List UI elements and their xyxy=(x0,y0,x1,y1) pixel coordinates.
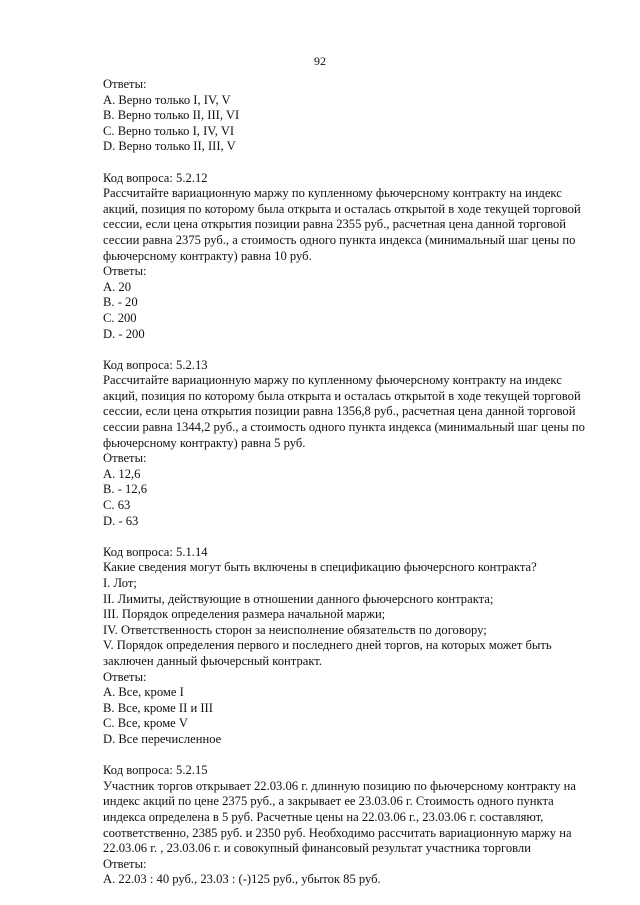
answers-label: Ответы: xyxy=(103,264,147,279)
top-answers-block xyxy=(103,77,533,155)
question-text-line: Рассчитайте вариационную маржу по купленному фьючерсному контракту на индекс xyxy=(103,373,562,388)
answers-label: Ответы: xyxy=(103,856,147,871)
answer-option: B. Верно только II, III, VI xyxy=(103,108,240,123)
question-text-line: Какие сведения могут быть включены в спецификацию фьючерсного контракта? xyxy=(103,560,537,575)
answers-label: Ответы: xyxy=(103,77,147,91)
question-5-2-15 xyxy=(103,763,576,888)
question-text-line: сессии равна 2375 руб., а стоимость одного пункта индекса (минимальный шаг цены по xyxy=(103,232,576,247)
question-code: Код вопроса: 5.2.12 xyxy=(103,170,208,185)
page-number: 92 xyxy=(314,54,326,68)
answer-option: A. Все, кроме I xyxy=(103,685,184,700)
answer-option: C. 63 xyxy=(103,498,131,513)
answer-option: B. - 20 xyxy=(103,295,138,310)
answer-option: A. 20 xyxy=(103,279,131,294)
answers-label: Ответы: xyxy=(103,669,147,684)
question-text-line: III. Порядок определения размера начальной маржи; xyxy=(103,607,386,622)
question-text-line: фьючерсному контракту) равна 5 руб. xyxy=(103,435,306,450)
question-text-line: I. Лот; xyxy=(103,576,137,590)
page-content xyxy=(103,77,585,903)
question-5-2-13 xyxy=(103,357,585,530)
question-text-line: индекс акций по цене 2375 руб., а закрывает ее 23.03.06 г. Стоимость одного пункта xyxy=(103,794,554,809)
question-text-line: Рассчитайте вариационную маржу по купленному фьючерсному контракту на индекс xyxy=(103,186,562,201)
question-text-line: сессии, если цена открытия позиции равна 1356,8 руб., расчетная цена данной торговой xyxy=(103,404,576,419)
question-5-2-12 xyxy=(103,170,581,343)
question-text-line: сессии, если цена открытия позиции равна 2355 руб., расчетная цена данной торговой xyxy=(103,217,567,232)
question-5-1-14 xyxy=(103,544,552,748)
question-text-line: IV. Ответственность сторон за неисполнение обязательств по договору; xyxy=(103,622,487,637)
answer-option: C. 200 xyxy=(103,310,137,325)
question-text-line: акций, позиция по которому была открыта и осталась открытой в ходе текущей торговой xyxy=(103,201,581,216)
question-text-line: соответственно, 2385 руб. и 2350 руб. Необходимо рассчитать вариационную маржу на xyxy=(103,825,572,840)
question-text-line: фьючерсному контракту) равна 10 руб. xyxy=(103,248,312,263)
answer-option: D. Верно только II, III, V xyxy=(103,139,236,154)
question-text-line: 22.03.06 г. , 23.03.06 г. и совокупный финансовый результат участника торговли xyxy=(103,841,531,856)
answer-option: B. Все, кроме II и III xyxy=(103,700,213,715)
question-text-line: Участник торгов открывает 22.03.06 г. длинную позицию по фьючерсному контракту на xyxy=(103,778,576,793)
question-code: Код вопроса: 5.2.13 xyxy=(103,357,208,372)
answer-option: B. - 12,6 xyxy=(103,482,148,497)
answers-label: Ответы: xyxy=(103,451,147,466)
answer-option: C. Все, кроме V xyxy=(103,716,189,731)
question-text-line: индекса определена в 5 руб. Расчетные цены на 22.03.06 г., 23.03.06 г. составляют, xyxy=(103,809,544,824)
answer-option: A. 22.03 : 40 руб., 23.03 : (-)125 руб., убыток 85 руб. xyxy=(103,872,381,887)
answer-option: D. Все перечисленное xyxy=(103,731,222,746)
answer-option: D. - 63 xyxy=(103,513,139,528)
answer-option: A. Верно только I, IV, V xyxy=(103,92,231,107)
answer-option: D. - 200 xyxy=(103,326,145,341)
question-text-line: заключен данный фьючерсный контракт. xyxy=(103,653,322,668)
question-text-line: сессии равна 1344,2 руб., а стоимость одного пункта индекса (минимальный шаг цены по xyxy=(103,420,585,435)
question-code: Код вопроса: 5.1.14 xyxy=(103,544,208,559)
question-code: Код вопроса: 5.2.15 xyxy=(103,763,208,778)
question-text-line: II. Лимиты, действующие в отношении данного фьючерсного контракта; xyxy=(103,591,494,606)
answer-option: A. 12,6 xyxy=(103,466,141,481)
question-text-line: V. Порядок определения первого и последнего дней торгов, на которых может быть xyxy=(103,638,552,653)
question-text-line: акций, позиция по которому была открыта и осталась открытой в ходе текущей торговой xyxy=(103,388,581,403)
answer-option: C. Верно только I, IV, VI xyxy=(103,123,235,138)
